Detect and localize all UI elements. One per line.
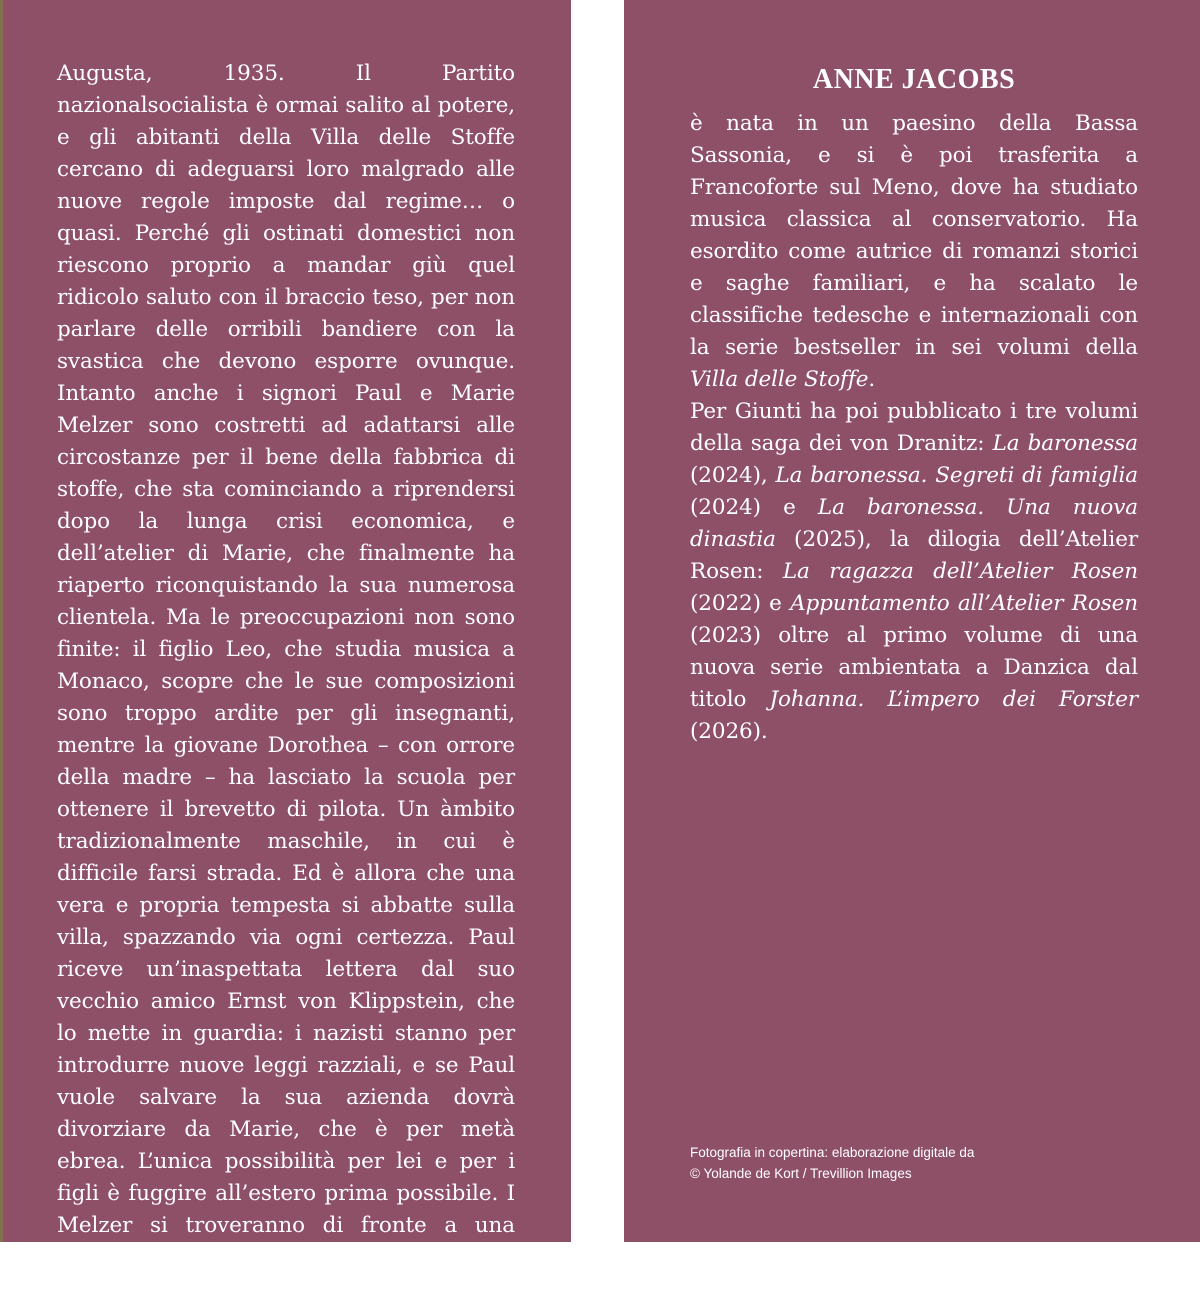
front-flap-panel bbox=[0, 0, 571, 1302]
author-name: ANNE JACOBS bbox=[812, 64, 1016, 95]
synopsis-text: Augusta, 1935. Il Partito nazionalsocialista è ormai salito al potere, e gli abitanti della Villa delle Stoffe cercano di adeguarsi loro malgrado alle nuove regole imposte dal regime… o quasi. Perché gli ostinati domestici non riescono proprio a mandar giù quel ridicolo saluto con il braccio teso, per non parlare delle orribili bandiere con la svastica che devono esporre ovunque. Intanto anche i signori Paul e Marie Melzer sono costretti ad adattarsi alle circostanze per il bene della fabbrica di stoffe, che sta cominciando a riprendersi dopo la lunga crisi economica, e dell’atelier di Marie, che finalmente ha riaperto riconquistando la sua numerosa clientela. Ma le preoccupazioni non sono finite: il figlio Leo, che studia musica a Monaco, scopre che le sue composizioni sono troppo ardite per gli insegnanti, mentre la giovane Dorothea – con orrore della madre – ha lasciato la scuola per ottenere il brevetto di pilota. Un àmbito tradizionalmente maschile, in cui è difficile farsi strada. Ed è allora che una vera e propria tempesta si abbatte sulla villa, spazzando via ogni certezza. Paul riceve un’inaspettata lettera dal suo vecchio amico Ernst von Klippstein, che lo mette in guardia: i nazisti stanno per introdurre nuove leggi razziali, e se Paul vuole salvare la sua azienda dovrà divorziare da Marie, che è per metà ebrea. L’unica possibilità per lei e per i figli è fuggire all’estero prima possibile. I Melzer si troveranno di fronte a una scelta gravosa, che cambierà per sempre le loro vite… bbox=[57, 61, 515, 1302]
bio-text: (2026). bbox=[690, 719, 768, 744]
book-title: Appuntamento all’Atelier Rosen bbox=[790, 591, 1138, 616]
bio-text: (2022) e bbox=[690, 591, 791, 616]
credits-line-2: © Yolande de Kort / Trevillion Images bbox=[690, 1166, 912, 1181]
bio-text: (2024) e bbox=[690, 495, 818, 520]
cover-edge-strip bbox=[0, 0, 3, 1242]
book-title: La baronessa bbox=[992, 431, 1138, 456]
book-title: La baronessa. Segreti di famiglia bbox=[775, 463, 1138, 488]
photo-credits bbox=[690, 1142, 974, 1184]
book-title: La baronessa. Una nuova dinastia bbox=[690, 495, 1139, 552]
credits-line-1: Fotografia in copertina: elaborazione digitale da bbox=[690, 1145, 975, 1160]
bio-paragraph-1 bbox=[690, 108, 1138, 396]
bio-text: . bbox=[868, 367, 876, 392]
author-bio bbox=[690, 108, 1138, 748]
bio-paragraph-2 bbox=[690, 396, 1138, 748]
bio-text: Per Giunti ha poi pubblicato i tre volumi della saga dei von Dranitz: bbox=[690, 399, 1138, 456]
bio-text: (2025), la dilogia dell’Atelier Rosen: bbox=[690, 527, 1138, 584]
book-title: La ragazza dell’Atelier Rosen bbox=[782, 559, 1138, 584]
series-title: Villa delle Stoffe bbox=[690, 367, 869, 392]
book-title: Johanna. L’impero dei Forster bbox=[769, 687, 1138, 712]
back-flap-panel bbox=[624, 0, 1200, 1242]
bio-text: (2024), bbox=[690, 463, 776, 488]
bio-text: è nata in un paesino della Bassa Sassonia, e si è poi trasferita a Francoforte sul Meno, dove ha studiato musica classica al conservatorio. Ha esordito come autrice di romanzi storici e saghe familiari, e ha scalato le classifiche tedesche e internazionali con la serie bestseller in sei volumi della bbox=[690, 111, 1138, 360]
bio-text: (2023) oltre al primo volume di una nuova serie ambientata a Danzica dal titolo bbox=[690, 623, 1138, 712]
